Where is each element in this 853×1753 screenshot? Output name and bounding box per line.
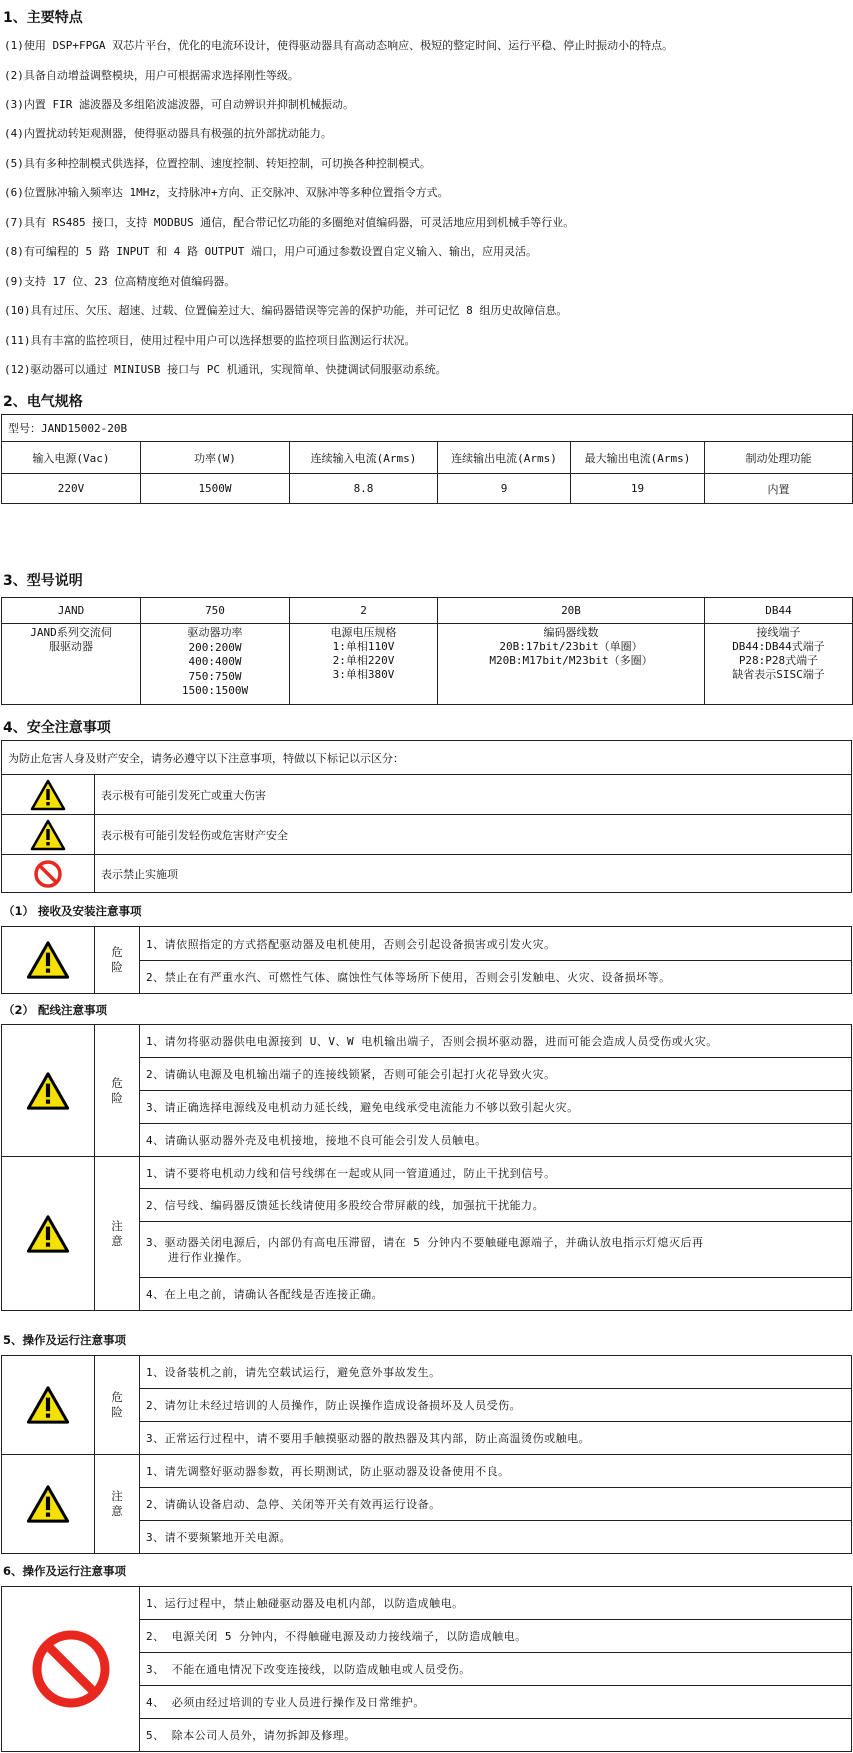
spec-header: 输入电源(Vac) — [2, 442, 141, 474]
notice-item: 1、请不要将电机动力线和信号线绑在一起或从同一管道通过，防止干扰到信号。 — [140, 1157, 852, 1189]
desc-line: 1500:1500W — [181, 684, 249, 697]
warning-icon — [2, 927, 95, 994]
wiring-table — [1, 1024, 852, 1311]
feature-item: (10)具有过压、欠压、超速、过载、位置偏差过大、编码器错误等完善的保护功能，并可记忆 8 组历史故障信息。 — [4, 304, 568, 317]
desc-line: 服驱动器 — [49, 640, 93, 653]
danger-label — [95, 1025, 140, 1157]
feature-item: (12)驱动器可以通过 MINIUSB 接口与 PC 机通讯，实现简单、快捷调试伺服驱动系统。 — [4, 363, 447, 376]
spec-value: 内置 — [705, 474, 853, 504]
label-char: 险 — [111, 1090, 123, 1105]
model-desc-cell — [438, 624, 705, 705]
notice-item: 3、 不能在通电情况下改变连接线，以防造成触电或人员受伤。 — [140, 1653, 852, 1686]
notice-item: 2、禁止在有严重水汽、可燃性气体、腐蚀性气体等场所下使用，否则会引发触电、火灾、设备损坏等。 — [140, 961, 852, 994]
desc-line: JAND系列交流伺 — [30, 626, 112, 639]
warning-icon — [2, 1025, 95, 1157]
notice-line: 3、驱动器关闭电源后，内部仍有高电压滞留，请在 5 分钟内不要触碰电源端子，并确认放电指示灯熄灭后再 — [146, 1235, 704, 1249]
feature-item: (1)使用 DSP+FPGA 双芯片平台，优化的电流环设计，使得驱动器具有高动态响应、极短的整定时间、运行平稳、停止时振动小的特点。 — [4, 39, 674, 52]
spec-value: 8.8 — [290, 474, 438, 504]
desc-line: 750:750W — [188, 669, 242, 683]
prohibition-icon — [2, 1587, 140, 1752]
label-char: 意 — [111, 1233, 123, 1248]
desc-line: 2:单相220V — [332, 654, 395, 667]
model-code: JAND — [2, 598, 141, 624]
notice-item: 2、信号线、编码器反馈延长线请使用多股绞合带屏蔽的线，加强抗干扰能力。 — [140, 1189, 852, 1222]
notice-item: 3、请正确选择电源线及电机动力延长线，避免电线承受电流能力不够以致引起火灾。 — [140, 1091, 852, 1124]
desc-line: 3:单相380V — [332, 668, 395, 681]
label-char: 危 — [111, 945, 123, 959]
danger-label — [95, 927, 140, 994]
notice-item: 5、 除本公司人员外，请勿拆卸及修理。 — [140, 1719, 852, 1752]
spec-value: 19 — [571, 474, 705, 504]
spec-value: 1500W — [141, 474, 290, 504]
caution-label — [95, 1455, 140, 1554]
label-char: 险 — [111, 1405, 123, 1419]
spec-header: 最大输出电流(Arms) — [571, 442, 705, 474]
model-code: DB44 — [705, 598, 853, 624]
safety-legend-table — [1, 740, 852, 893]
model-desc-cell — [2, 624, 141, 705]
safety-intro: 为防止危害人身及财产安全，请务必遵守以下注意事项，特做以下标记以示区分： — [2, 741, 852, 775]
operation2-table — [1, 1586, 852, 1752]
operation-table — [1, 1355, 852, 1554]
model-desc-cell — [141, 624, 290, 705]
model-code: 750 — [141, 598, 290, 624]
electrical-heading: 2、电气规格 — [3, 394, 83, 410]
notice-item: 1、设备装机之前，请先空载试运行，避免意外事故发生。 — [140, 1356, 852, 1389]
operation-heading: 5、操作及运行注意事项 — [3, 1333, 127, 1347]
electrical-spec-table — [1, 414, 853, 504]
receiving-table — [1, 926, 852, 994]
feature-item: (5)具有多种控制模式供选择，位置控制、速度控制、转矩控制，可切换各种控制模式。 — [4, 157, 431, 170]
model-number: 型号：JAND15002-20B — [2, 415, 853, 442]
notice-item: 1、运行过程中，禁止触碰驱动器及电机内部，以防造成触电。 — [140, 1587, 852, 1620]
warning-icon — [2, 775, 95, 815]
model-code: 20B — [438, 598, 705, 624]
notice-item: 4、在上电之前，请确认各配线是否连接正确。 — [140, 1278, 852, 1311]
notice-item: 1、请依照指定的方式搭配驱动器及电机使用，否则会引起设备损害或引发火灾。 — [140, 927, 852, 961]
caution-label — [95, 1157, 140, 1311]
label-char: 危 — [111, 1390, 123, 1404]
spec-value: 9 — [438, 474, 571, 504]
notice-item: 2、请勿让未经过培训的人员操作，防止误操作造成设备损坏及人员受伤。 — [140, 1389, 852, 1422]
feature-item: (6)位置脉冲输入频率达 1MHz，支持脉冲+方向、正交脉冲、双脉冲等多种位置指令方式。 — [4, 186, 449, 199]
model-desc-table — [1, 597, 853, 705]
feature-item: (7)具有 RS485 接口，支持 MODBUS 通信，配合带记忆功能的多圈绝对值编码器，可灵活地应用到机械手等行业。 — [4, 216, 575, 229]
desc-line: 缺省表示SISC端子 — [732, 668, 825, 681]
warning-icon — [2, 1157, 95, 1311]
spec-header: 连续输出电流(Arms) — [438, 442, 571, 474]
feature-item: (3)内置 FIR 滤波器及多组陷波滤波器，可自动辨识并抑制机械振动。 — [4, 98, 354, 111]
features-heading: 1、主要特点 — [3, 10, 83, 26]
notice-item: 1、请勿将驱动器供电电源接到 U、V、W 电机输出端子，否则会损坏驱动器，进而可能会造成人员受伤或火灾。 — [140, 1025, 852, 1058]
safety-heading: 4、安全注意事项 — [3, 720, 111, 736]
label-char: 注 — [111, 1218, 123, 1233]
label-char: 注 — [111, 1489, 123, 1503]
notice-item: 4、 必须由经过培训的专业人员进行操作及日常维护。 — [140, 1686, 852, 1719]
warning-icon — [2, 815, 95, 855]
model-desc-heading: 3、型号说明 — [3, 573, 83, 589]
desc-line: P28:P28式端子 — [738, 654, 819, 667]
notice-item: 2、请确认设备启动、急停、关闭等开关有效再运行设备。 — [140, 1488, 852, 1521]
danger-label — [95, 1356, 140, 1455]
spec-header: 制动处理功能 — [705, 442, 853, 474]
wiring-heading: （2） 配线注意事项 — [3, 1003, 108, 1017]
prohibition-icon — [2, 855, 95, 893]
notice-item: 2、请确认电源及电机输出端子的连接线锁紧，否则可能会引起打火花导致火灾。 — [140, 1058, 852, 1091]
warning-icon — [2, 1356, 95, 1455]
notice-line: 进行作业操作。 — [168, 1250, 249, 1264]
label-char: 危 — [111, 1075, 123, 1090]
legend-text: 表示极有可能引发死亡或重大伤害 — [95, 775, 852, 815]
feature-item: (9)支持 17 位、23 位高精度绝对值编码器。 — [4, 275, 236, 288]
notice-item: 3、请不要频繁地开关电源。 — [140, 1521, 852, 1554]
model-desc-cell — [290, 624, 438, 705]
notice-item: 1、请先调整好驱动器参数，再长期测试，防止驱动器及设备使用不良。 — [140, 1455, 852, 1488]
model-code: 2 — [290, 598, 438, 624]
legend-text: 表示禁止实施项 — [95, 855, 852, 893]
feature-item: (11)具有丰富的监控项目，使用过程中用户可以选择想要的监控项目监测运行状况。 — [4, 334, 416, 347]
desc-line: 接线端子 — [756, 626, 801, 639]
label-char: 险 — [111, 960, 123, 974]
desc-line: DB44:DB44式端子 — [732, 640, 825, 653]
label-char: 意 — [111, 1504, 123, 1518]
desc-line: 编码器线数 — [543, 626, 599, 639]
notice-item: 4、请确认驱动器外壳及电机接地，接地不良可能会引发人员触电。 — [140, 1124, 852, 1157]
desc-line: 200:200W — [188, 640, 242, 654]
notice-item: 2、 电源关闭 5 分钟内，不得触碰电源及动力接线端子，以防造成触电。 — [140, 1620, 852, 1653]
desc-line: 400:400W — [188, 655, 242, 668]
warning-icon — [2, 1455, 95, 1554]
feature-item: (2)具备自动增益调整模块，用户可根据需求选择刚性等级。 — [4, 69, 299, 82]
notice-item: 3、正常运行过程中，请不要用手触摸驱动器的散热器及其内部，防止高温烫伤或触电。 — [140, 1422, 852, 1455]
spec-header: 连续输入电流(Arms) — [290, 442, 438, 474]
desc-line: 1:单相110V — [332, 640, 395, 653]
spec-value: 220V — [2, 474, 141, 504]
legend-text: 表示极有可能引发轻伤或危害财产安全 — [95, 815, 852, 855]
feature-item: (8)有可编程的 5 路 INPUT 和 4 路 OUTPUT 端口，用户可通过参数设置自定义输入、输出，应用灵活。 — [4, 245, 537, 258]
desc-line: 电源电压规格 — [330, 626, 397, 639]
receiving-heading: （1） 接收及安装注意事项 — [3, 904, 142, 918]
desc-line: 20B:17bit/23bit（单圈） — [499, 640, 643, 653]
spec-header: 功率(W) — [141, 442, 290, 474]
model-desc-cell — [705, 624, 853, 705]
desc-line: 驱动器功率 — [187, 626, 243, 639]
feature-item: (4)内置扰动转矩观测器，使得驱动器具有极强的抗外部扰动能力。 — [4, 127, 332, 140]
operation2-heading: 6、操作及运行注意事项 — [3, 1564, 127, 1578]
desc-line: M20B:M17bit/M23bit（多圈） — [489, 654, 653, 667]
notice-item — [140, 1222, 852, 1278]
